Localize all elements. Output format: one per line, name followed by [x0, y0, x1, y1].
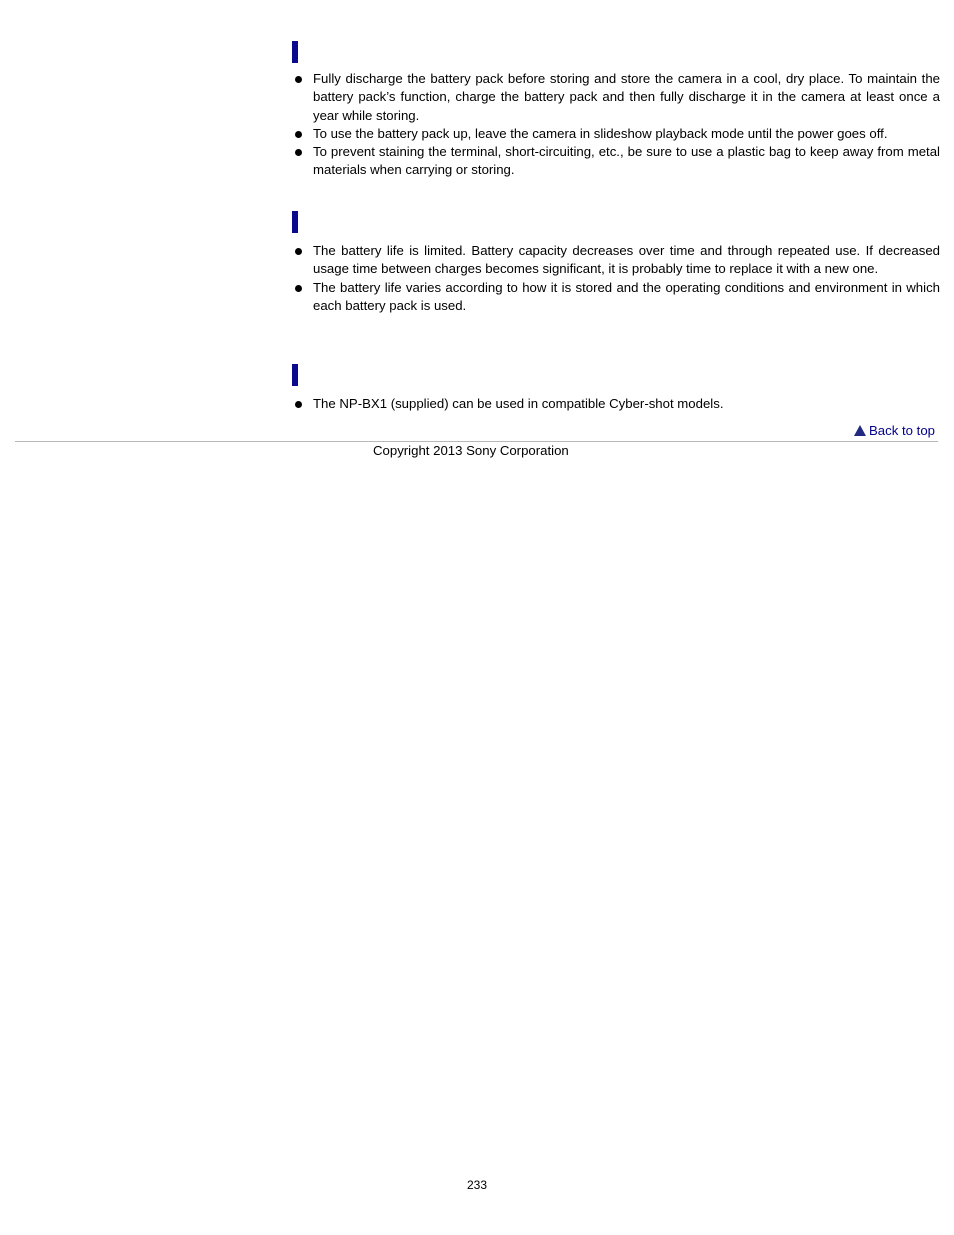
list-item-text: The battery life varies according to how it is stored and the operating conditions and environment in which each battery pack is used. [313, 279, 940, 313]
list-item [292, 395, 940, 413]
list-item [292, 125, 940, 143]
bullet-icon [295, 248, 302, 255]
list-item-text: The battery life is limited. Battery capacity decreases over time and through repeated use. If decreased usage time between charges becomes significant, it is probably time to replace it with a new one. [313, 243, 940, 277]
page-number: 233 [466, 1178, 488, 1192]
list-item-text: The NP-BX1 (supplied) can be used in compatible Cyber-shot models. [313, 396, 724, 411]
list-item [292, 70, 940, 125]
up-triangle-icon [854, 425, 866, 436]
section-3-list [292, 395, 940, 413]
list-item-text: To prevent staining the terminal, short-circuiting, etc., be sure to use a plastic bag to keep away from metal materials when carrying or storing. [313, 144, 940, 178]
bullet-icon [295, 131, 302, 138]
list-item [292, 279, 940, 316]
list-item-text: Fully discharge the battery pack before storing and store the camera in a cool, dry place. To maintain the battery pack’s function, charge the battery pack and then fully discharge it in the camera at least once a year while storing. [313, 71, 940, 123]
bullet-icon [295, 285, 302, 292]
bullet-icon [295, 149, 302, 156]
list-item [292, 242, 940, 279]
section-marker [292, 211, 298, 233]
bullet-icon [295, 401, 302, 408]
copyright-text: Copyright 2013 Sony Corporation [373, 443, 569, 458]
list-item-text: To use the battery pack up, leave the camera in slideshow playback mode until the power goes off. [313, 125, 888, 141]
section-1-list [292, 70, 940, 180]
section-2-list [292, 242, 940, 315]
list-item [292, 143, 940, 180]
back-to-top-label: Back to top [869, 423, 935, 438]
section-marker [292, 364, 298, 386]
bullet-icon [295, 76, 302, 83]
section-marker [292, 41, 298, 63]
back-to-top-link[interactable] [854, 422, 935, 440]
